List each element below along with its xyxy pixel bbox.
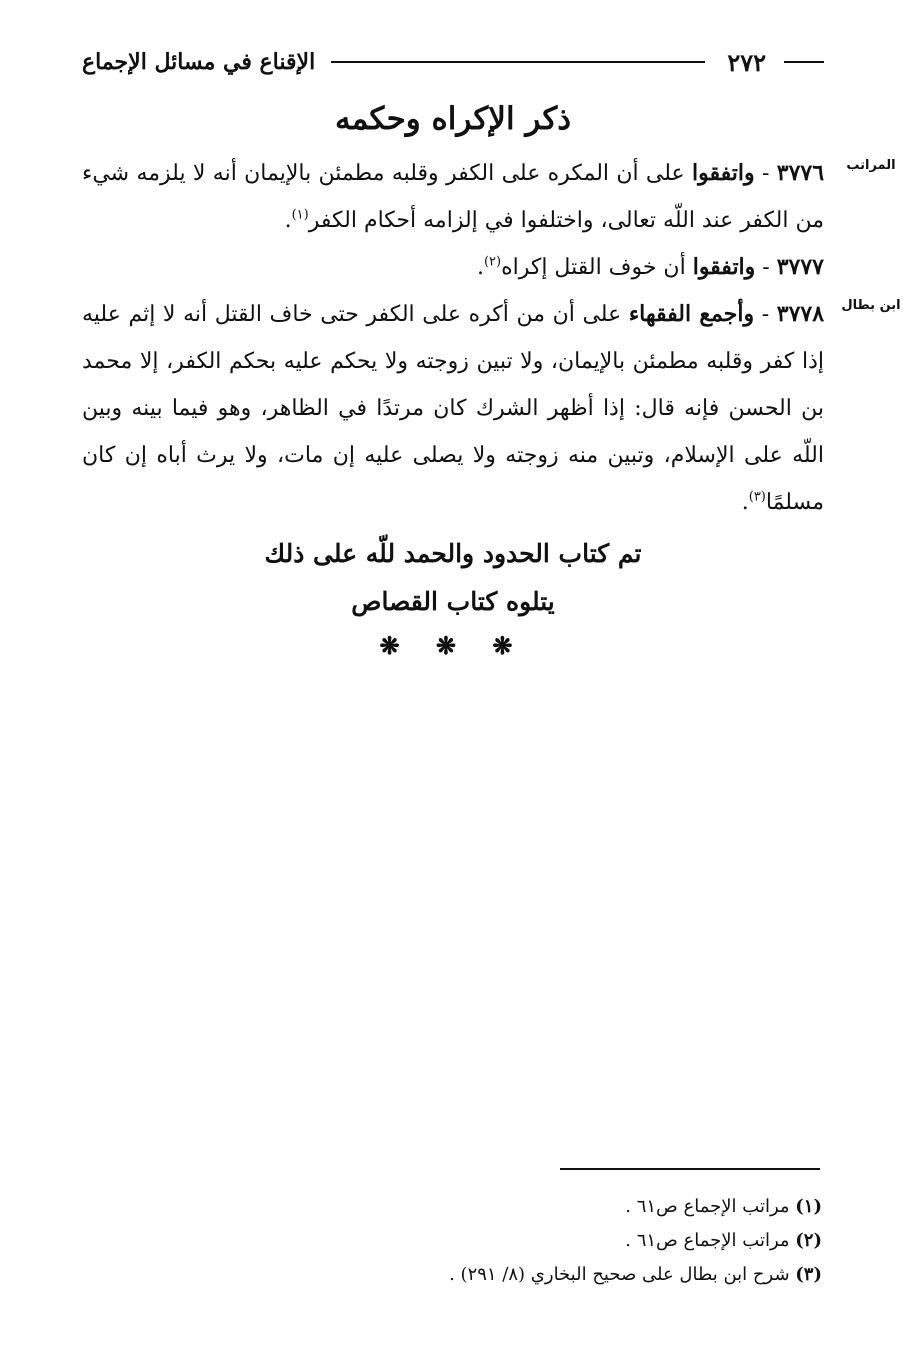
entry-dash: - (754, 302, 777, 327)
margin-source-maratib: المراتب (846, 158, 896, 173)
entry-end: . (284, 208, 292, 233)
closing-line-next-book: يتلوه كتاب القصاص (351, 587, 555, 616)
page-number: ٢٧٢ (727, 47, 766, 77)
footnote-item (82, 1224, 822, 1258)
entry-text: أن خوف القتل إكراه (501, 255, 693, 280)
footnote-text: مراتب الإجماع ص٦١ . (625, 1196, 796, 1217)
entry-dash: - (754, 161, 777, 186)
entry-number: ٣٧٧٧ (776, 254, 824, 280)
asterism-ornament: ❋ ❋ ❋ (379, 631, 527, 660)
running-header (82, 42, 824, 82)
footnote-item (82, 1190, 822, 1224)
margin-source-ibn-battal: ابن بطال (841, 298, 901, 313)
entry-3777 (82, 244, 824, 291)
footnote-item (82, 1258, 822, 1292)
entry-lead: وأجمع الفقهاء (628, 301, 755, 327)
footnote-ref: (٣) (748, 489, 766, 505)
footnote-ref: (١) (291, 207, 309, 223)
entry-text: على أن من أكره على الكفر حتى خاف القتل أنه لا إثم عليه إذا كفر وقلبه مطمئن بالإيمان، ولا تبين زوجته ولا يحكم عليه بحكم الكفر، إلا محمد بن الحسن فإنه قال: إذا أظهر الشرك كان مرتدًا في الظاهر، وهو فيما بينه وبين اللّه على الإسلام، وتبين منه زوجته ولا يصلى عليه إن مات، ولا يرث أباه إن كان مسلمًا (82, 302, 824, 515)
entry-3778 (82, 291, 824, 526)
entry-text: على أن المكره على الكفر وقلبه مطمئن بالإيمان أنه لا يلزمه شيء من الكفر عند اللّه تعالى، واختلفوا في إلزامه أحكام الكفر (82, 161, 824, 233)
body-text (82, 150, 824, 526)
footnote-separator (560, 1168, 820, 1170)
footnote-text: شرح ابن بطال على صحيح البخاري (٨/ ٢٩١) . (449, 1264, 796, 1285)
closing-block (82, 530, 824, 666)
footnote-number: (٣) (795, 1264, 822, 1285)
entry-number: ٣٧٧٦ (776, 160, 825, 186)
entry-3776 (82, 150, 824, 244)
footnote-number: (١) (795, 1196, 822, 1217)
footnote-ref: (٢) (483, 254, 502, 270)
section-title: ذكر الإكراه وحكمه (334, 101, 572, 137)
entry-end: . (476, 255, 484, 280)
footnotes (82, 1190, 822, 1292)
header-dash (784, 61, 824, 63)
header-rule (331, 61, 705, 63)
footnote-text: مراتب الإجماع ص٦١ . (625, 1230, 796, 1251)
entry-dash: - (755, 255, 777, 280)
entry-end: . (741, 490, 749, 515)
entry-lead: واتفقوا (692, 254, 756, 280)
entry-number: ٣٧٧٨ (776, 301, 825, 327)
entry-lead: واتفقوا (692, 160, 755, 186)
footnote-number: (٢) (795, 1230, 822, 1251)
closing-line-book-end: تم كتاب الحدود والحمد للّه على ذلك (264, 539, 642, 568)
book-title: الإقناع في مسائل الإجماع (82, 49, 316, 75)
